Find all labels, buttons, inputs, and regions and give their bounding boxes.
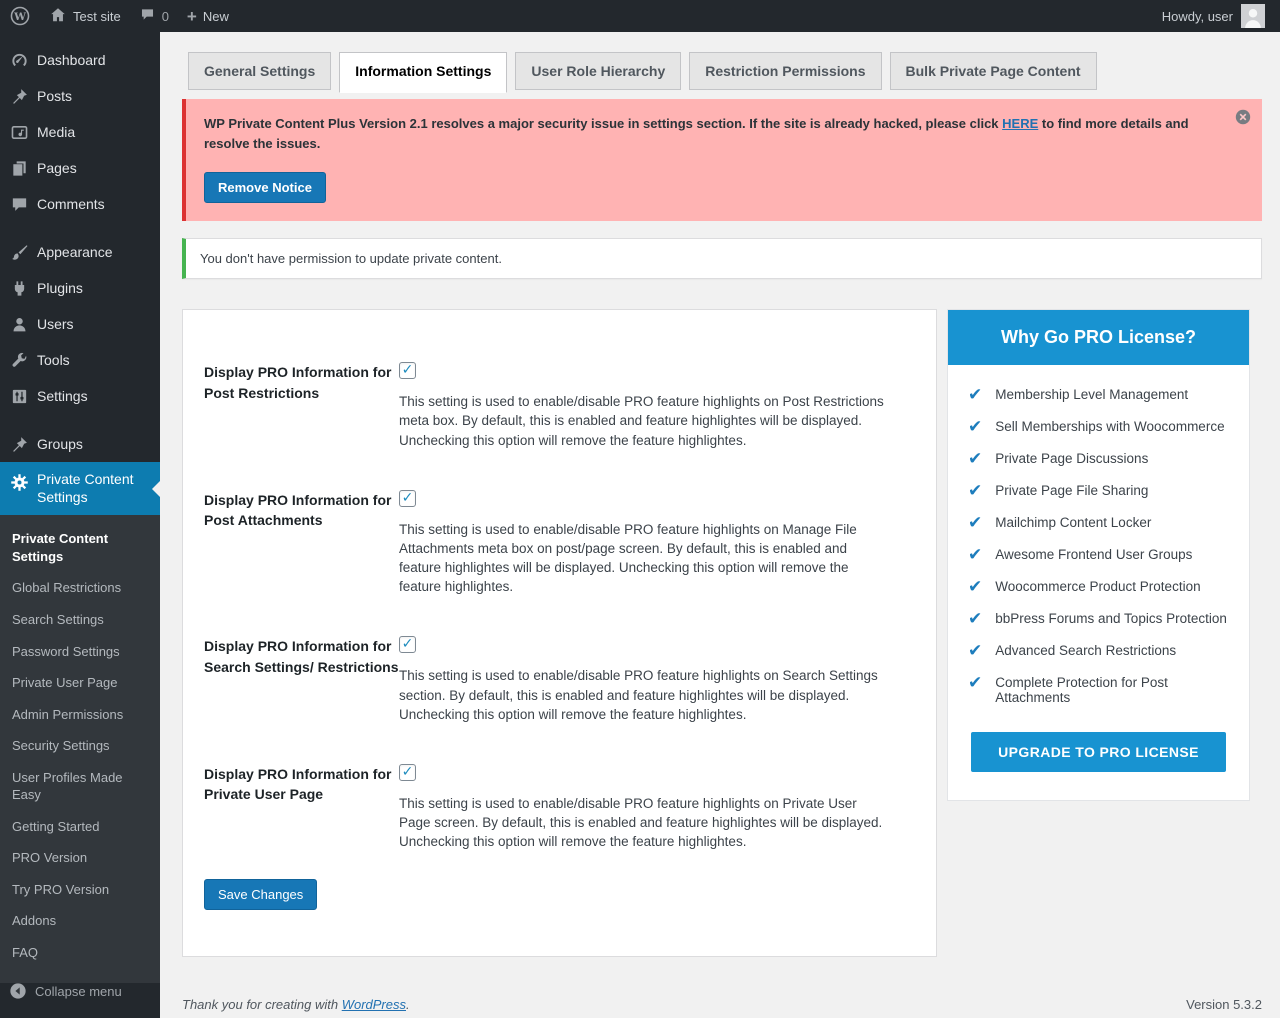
home-icon [49, 6, 67, 27]
sidebar-item-label: Posts [37, 88, 73, 104]
sidebar-item-label: Plugins [37, 280, 83, 296]
check-icon: ✔ [968, 577, 983, 598]
pro-feature-label: Awesome Frontend User Groups [995, 547, 1193, 563]
submenu-item-user-profiles-made-easy[interactable]: User Profiles Made Easy [12, 769, 123, 803]
pro-feature-item [968, 547, 1235, 564]
svg-text:W: W [14, 10, 26, 23]
comment-bubble-icon [9, 194, 29, 214]
wrench-icon [9, 350, 29, 370]
footer-thanks-text: Thank you for creating with [182, 997, 342, 1013]
pro-feature-item [968, 483, 1235, 500]
setting-label: Display PRO Information for Post Attachments [204, 491, 392, 529]
collapse-menu-label: Collapse menu [35, 983, 122, 999]
check-icon: ✔ [968, 673, 983, 694]
setting-description: This setting is used to enable/disable PRO feature highlights on Post Restrictions meta box. By default, this is enabled and feature highlightes will be displayed. Unchecking this option will remove the feature highlightes. [399, 394, 884, 448]
wordpress-link[interactable]: WordPress [341, 997, 406, 1013]
check-icon: ✔ [968, 513, 983, 534]
sidebar-item-media[interactable] [0, 114, 160, 150]
sidebar-item-settings[interactable] [0, 378, 160, 414]
sidebar-item-groups[interactable] [0, 426, 160, 462]
pro-feature-label: Advanced Search Restrictions [995, 643, 1177, 659]
tab-general-settings[interactable]: General Settings [188, 52, 331, 90]
tab-user-role-hierarchy[interactable]: User Role Hierarchy [515, 52, 681, 90]
submenu-item-search-settings[interactable]: Search Settings [12, 612, 104, 628]
pro-feature-label: Woocommerce Product Protection [995, 579, 1201, 595]
pro-panel-title: Why Go PRO License? [948, 310, 1249, 365]
check-icon: ✔ [968, 417, 983, 438]
menu-separator [0, 222, 160, 234]
pin-icon [9, 434, 29, 454]
pro-license-panel [947, 309, 1250, 801]
pro-feature-label: Mailchimp Content Locker [995, 515, 1152, 531]
setting-row-private-user-page [183, 738, 936, 865]
setting-description: This setting is used to enable/disable PRO feature highlights on Private User Page screen. By default, this is enabled and feature highlightes will be displayed. Unchecking this option will remove the feature highlightes. [399, 795, 883, 850]
plus-icon: + [186, 6, 197, 26]
sidebar [0, 32, 160, 1018]
main-content [160, 32, 1280, 1018]
tab-information-settings[interactable]: Information Settings [339, 52, 507, 93]
wordpress-logo-icon[interactable] [0, 0, 40, 32]
user-icon [9, 314, 29, 334]
submenu-item-getting-started[interactable]: Getting Started [12, 818, 100, 834]
comments-bubble[interactable] [130, 0, 178, 32]
pro-feature-label: Private Page Discussions [995, 451, 1149, 467]
setting-description: This setting is used to enable/disable PRO feature highlights on Manage File Attachments meta box on post/page screen. By default, this is enabled and feature highlightes will be displayed. Unchecking this option will remove the feature highlightes. [399, 521, 857, 595]
tab-restriction-permissions[interactable]: Restriction Permissions [689, 52, 881, 90]
footer-thanks-period: . [406, 997, 410, 1013]
setting-row-post-restrictions [183, 336, 936, 463]
pro-feature-item [968, 675, 1235, 705]
sidebar-item-label: Dashboard [37, 52, 106, 68]
submenu-item-global-restrictions[interactable]: Global Restrictions [12, 580, 122, 596]
submenu-item-private-user-page[interactable]: Private User Page [12, 675, 118, 691]
current-menu-arrow [152, 481, 160, 497]
sidebar-item-label: Settings [37, 388, 88, 404]
sidebar-item-dashboard[interactable] [0, 42, 160, 78]
permission-notice-text: You don't have permission to update private content. [200, 251, 502, 267]
pro-feature-item [968, 451, 1235, 468]
pro-feature-label: Complete Protection for Post Attachments [995, 675, 1168, 706]
new-menu[interactable] [178, 0, 238, 32]
media-icon [9, 122, 29, 142]
upgrade-to-pro-button[interactable]: UPGRADE TO PRO LICENSE [971, 732, 1226, 772]
pro-feature-label: Sell Memberships with Woocommerce [995, 419, 1225, 435]
sidebar-item-appearance[interactable] [0, 234, 160, 270]
sidebar-item-label: Pages [37, 160, 77, 176]
footer-thanks [182, 997, 410, 1012]
sidebar-item-label: Users [37, 316, 74, 332]
collapse-menu-button[interactable] [0, 974, 160, 1008]
account-menu[interactable] [1155, 0, 1280, 32]
sidebar-item-label: Private Content Settings [37, 471, 134, 506]
brush-icon [9, 242, 29, 262]
pro-feature-label: bbPress Forums and Topics Protection [995, 611, 1227, 627]
new-label: New [202, 8, 229, 24]
notice-text-before: WP Private Content Plus Version 2.1 resolves a major security issue in settings section. If the site is already hacked, please click [204, 116, 1003, 131]
here-link[interactable]: HERE [1002, 116, 1039, 131]
sidebar-item-label: Appearance [37, 244, 113, 260]
remove-notice-button[interactable]: Remove Notice [204, 172, 326, 203]
pro-feature-item [968, 387, 1235, 404]
check-icon: ✔ [968, 449, 983, 470]
sidebar-item-tools[interactable] [0, 342, 160, 378]
plug-icon [9, 278, 29, 298]
submenu-item-private-content-settings[interactable]: Private Content Settings [12, 531, 109, 564]
private-user-page-checkbox[interactable]: ✓ [399, 764, 416, 781]
search-settings-checkbox[interactable]: ✓ [399, 636, 416, 653]
security-notice-text [204, 114, 1214, 154]
setting-label: Display PRO Information for Post Restrictions [204, 364, 392, 401]
post-restrictions-checkbox[interactable]: ✓ [399, 362, 416, 379]
setting-row-search-settings [183, 610, 936, 737]
footer-version: Version 5.3.2 [1186, 997, 1262, 1013]
pro-feature-label: Private Page File Sharing [995, 483, 1149, 499]
footer [182, 997, 1262, 1012]
avatar [1241, 4, 1265, 28]
post-attachments-checkbox[interactable]: ✓ [399, 490, 416, 507]
check-icon: ✔ [968, 481, 983, 502]
permission-notice [182, 238, 1262, 279]
sidebar-item-label: Media [37, 124, 76, 140]
pro-feature-item [968, 579, 1235, 596]
submenu-item-security-settings[interactable]: Security Settings [12, 738, 110, 754]
setting-label: Display PRO Information for Search Settings/ Restrictions [204, 638, 399, 675]
tab-bulk-private-page-content[interactable]: Bulk Private Page Content [890, 52, 1097, 90]
save-changes-button[interactable]: Save Changes [204, 879, 317, 910]
setting-description: This setting is used to enable/disable PRO feature highlights on Search Settings section. By default, this is enabled and feature highlightes will be displayed. Unchecking this option will remove the feature highlightes. [399, 668, 878, 722]
menu-separator [0, 414, 160, 426]
dashboard-icon [9, 50, 29, 70]
check-icon: ✔ [968, 385, 983, 406]
check-icon: ✔ [968, 545, 983, 566]
settings-tabs [188, 52, 1262, 93]
sidebar-item-label: Tools [37, 352, 70, 368]
submenu-item-password-settings[interactable]: Password Settings [12, 643, 120, 659]
pro-feature-item [968, 515, 1235, 532]
submenu-item-try-pro-version[interactable]: Try PRO Version [12, 881, 110, 897]
pro-feature-label: Membership Level Management [995, 387, 1189, 403]
private-content-submenu [0, 515, 160, 982]
submenu-item-admin-permissions[interactable]: Admin Permissions [12, 706, 124, 722]
sidebar-item-private-content-settings[interactable] [0, 462, 160, 515]
setting-label: Display PRO Information for Private User Page [204, 765, 392, 803]
pages-icon [9, 158, 29, 178]
pro-feature-item [968, 643, 1235, 660]
submenu-item-faq[interactable]: FAQ [12, 945, 39, 961]
security-notice [182, 99, 1262, 221]
pro-feature-item [968, 419, 1235, 436]
dismiss-icon[interactable] [1234, 108, 1252, 126]
comments-count: 0 [161, 8, 169, 24]
notice-text-after: to find more details and resolve the issues. [204, 116, 1189, 152]
site-link[interactable] [40, 0, 130, 32]
check-icon: ✔ [968, 609, 983, 630]
pro-features-list [948, 365, 1249, 724]
sidebar-item-users[interactable] [0, 306, 160, 342]
sidebar-item-plugins[interactable] [0, 270, 160, 306]
comment-bubble-icon [139, 6, 156, 26]
sliders-icon [9, 386, 29, 406]
howdy-text: Howdy, user [1161, 8, 1233, 24]
settings-panel [182, 309, 937, 957]
site-name: Test site [73, 8, 121, 24]
gear-icon [9, 472, 29, 492]
sidebar-item-comments[interactable] [0, 186, 160, 222]
sidebar-item-pages[interactable] [0, 150, 160, 186]
sidebar-item-label: Comments [37, 196, 105, 212]
sidebar-item-posts[interactable] [0, 78, 160, 114]
pro-feature-item [968, 611, 1235, 628]
check-icon: ✔ [968, 641, 983, 662]
collapse-arrow-icon [9, 982, 27, 1000]
pin-icon [9, 86, 29, 106]
submenu-item-addons[interactable]: Addons [12, 913, 57, 929]
setting-row-post-attachments [183, 464, 936, 611]
submenu-item-pro-version[interactable]: PRO Version [12, 850, 88, 866]
sidebar-item-label: Groups [37, 436, 83, 452]
admin-bar [0, 0, 1280, 32]
